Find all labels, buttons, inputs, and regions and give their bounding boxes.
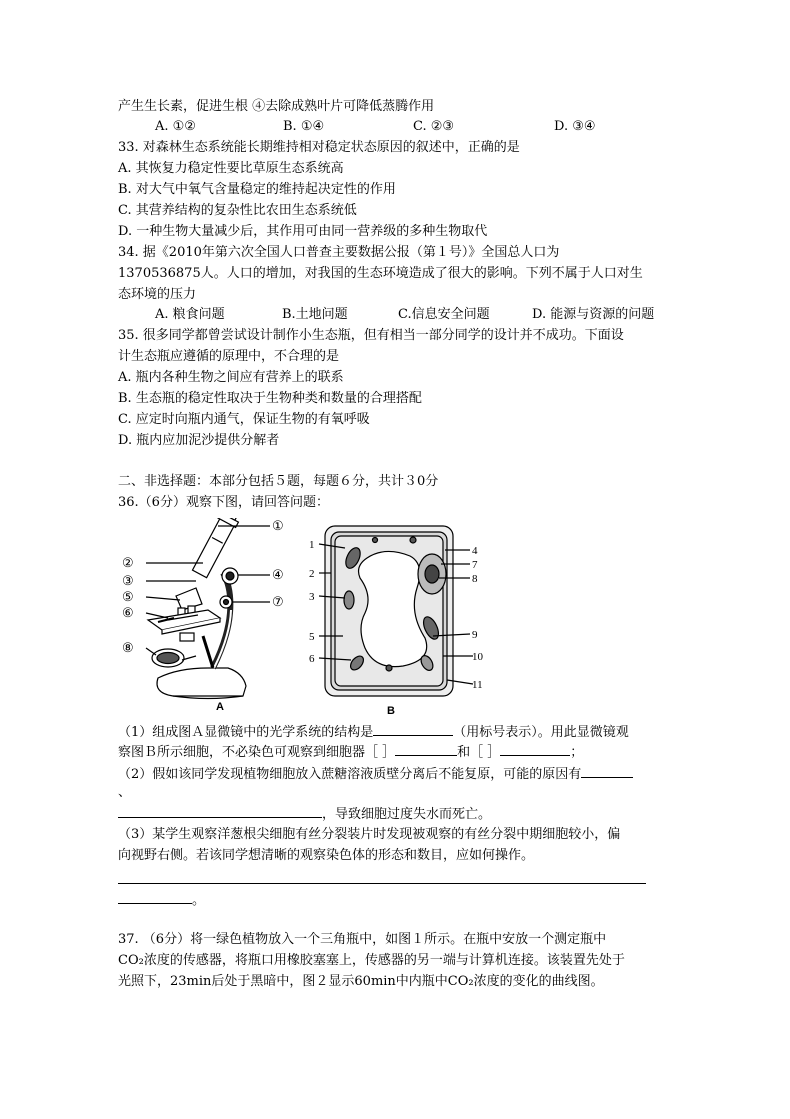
q34-option-a[interactable]: A. 粮食问题 [155, 307, 225, 322]
q34-option-c[interactable]: C.信息安全问题 [398, 307, 490, 322]
cell-label-5: 5 [309, 631, 315, 643]
q36-part1-text-b: （用标号表示）。用此显微镜观 [453, 725, 629, 740]
micro-label-4: ④ [272, 567, 284, 582]
q32-option-b[interactable]: B. ①④ [283, 119, 325, 134]
cell-label-6: 6 [309, 653, 315, 665]
q35-option-b[interactable]: B. 生态瓶的稳定性取决于生物种类和数量的合理搭配 [118, 391, 422, 406]
cell-label-3: 3 [309, 591, 315, 603]
section-2-heading: 二、非选择题：本部分包括５题，每题６分，共计３0分 [118, 474, 439, 489]
q34-option-b[interactable]: B.土地问题 [282, 307, 348, 322]
q36-part3-line1: （3）某学生观察洋葱根尖细胞有丝分裂装片时发现被观察的有丝分裂中期细胞较小，偏 [118, 827, 621, 842]
q36-part3-end: 。 [192, 893, 206, 908]
q36-part1-text-d: 和［ ］ [457, 745, 501, 760]
cell-label-1: 1 [309, 539, 315, 551]
q36-blank-4[interactable] [581, 764, 633, 778]
cell-label-10: 10 [472, 651, 483, 663]
q35-stem-2: 计生态瓶应遵循的原理中，不合理的是 [118, 349, 340, 364]
q36-blank-6[interactable] [118, 870, 646, 884]
figure-a-label: A [216, 701, 224, 713]
q36-blank-2[interactable] [395, 742, 457, 756]
q36-blank-3[interactable] [500, 742, 570, 756]
figure-b-label: B [387, 705, 395, 717]
q33-stem: 33. 对森林生态系统能长期维持相对稳定状态原因的叙述中，正确的是 [118, 140, 520, 155]
q36-part1-line1 [118, 722, 629, 742]
q36-part2-text-c: ，导致细胞过度失水而死亡。 [322, 807, 492, 822]
cell-label-4: 4 [472, 545, 478, 557]
q36-part2-line3 [118, 804, 491, 824]
q36-blank-7[interactable] [118, 890, 192, 904]
q37-stem-2: CO₂浓度的传感器，将瓶口用橡胶塞塞上，传感器的另一端与计算机连接。该装置先处于 [118, 953, 625, 968]
q36-stem: 36.（6分）观察下图，请回答问题： [118, 495, 329, 510]
q32-tail-line: 产生生长素，促进生根 ④去除成熟叶片可降低蒸腾作用 [118, 99, 435, 114]
micro-label-3: ③ [122, 573, 134, 588]
q34-stem-3: 态环境的压力 [118, 287, 197, 302]
q36-blank-1[interactable] [373, 722, 453, 736]
q37-stem-1: 37. （6分）将一绿色植物放入一个三角瓶中，如图１所示。在瓶中安放一个测定瓶中 [118, 932, 607, 947]
micro-label-7: ⑦ [272, 594, 284, 609]
q34-stem-1: 34. 据《2010年第六次全国人口普查主要数据公报（第１号）》全国总人口为 [118, 245, 560, 260]
q36-part3-line3 [118, 870, 646, 890]
q33-option-c[interactable]: C. 其营养结构的复杂性比农田生态系统低 [118, 203, 357, 218]
q36-blank-5[interactable] [118, 804, 322, 818]
microscope-figure [118, 518, 293, 713]
plant-cell-figure [305, 518, 490, 718]
micro-label-6: ⑥ [122, 605, 134, 620]
q34-option-d[interactable]: D. 能源与资源的问题 [532, 307, 655, 322]
q34-stem-2: 1370536875人。人口的增加，对我国的生态环境造成了很大的影响。下列不属于人口对生 [118, 266, 643, 281]
cell-label-11: 11 [472, 679, 483, 691]
q36-part1-text-e: ； [570, 745, 584, 760]
q37-stem-3: 光照下，23min后处于黑暗中，图２显示60min中内瓶中CO₂浓度的变化的曲线图。 [118, 974, 604, 989]
q33-option-a[interactable]: A. 其恢复力稳定性要比草原生态系统高 [118, 161, 344, 176]
q35-option-a[interactable]: A. 瓶内各种生物之间应有营养上的联系 [118, 370, 344, 385]
q36-part2-line2: 、 [118, 785, 132, 800]
q36-part2-line1 [118, 764, 633, 784]
micro-label-1: ① [272, 518, 284, 533]
q36-part3-line4 [118, 890, 205, 910]
q35-option-d[interactable]: D. 瓶内应加泥沙提供分解者 [118, 433, 280, 448]
q36-part3-line2: 向视野右侧。若该同学想清晰的观察染色体的形态和数目，应如何操作。 [118, 848, 535, 863]
q35-option-c[interactable]: C. 应定时向瓶内通气，保证生物的有氧呼吸 [118, 412, 370, 427]
q36-part2-text-a: （2）假如该同学发现植物细胞放入蔗糖溶液质壁分离后不能复原，可能的原因有 [118, 767, 582, 782]
q33-option-b[interactable]: B. 对大气中氧气含量稳定的维持起决定性的作用 [118, 182, 396, 197]
q32-option-d[interactable]: D. ③④ [554, 119, 596, 134]
q32-option-c[interactable]: C. ②③ [413, 119, 455, 134]
q33-option-d[interactable]: D. 一种生物大量减少后，其作用可由同一营养级的多种生物取代 [118, 224, 488, 239]
q36-part1-text-a: （1）组成图Ａ显微镜中的光学系统的结构是 [118, 725, 374, 740]
cell-label-2: 2 [309, 568, 315, 580]
q32-option-a[interactable]: A. ①② [155, 119, 196, 134]
cell-label-8: 8 [472, 573, 478, 585]
q35-stem-1: 35. 很多同学都曾尝试设计制作小生态瓶，但有相当一部分同学的设计并不成功。下面设 [118, 328, 624, 343]
q36-part1-text-c: 察图Ｂ所示细胞，不必染色可观察到细胞器［ ］ [118, 745, 396, 760]
micro-label-2: ② [122, 555, 134, 570]
q36-part1-line2 [118, 742, 583, 762]
cell-label-7: 7 [472, 559, 478, 571]
micro-label-8: ⑧ [122, 640, 134, 655]
cell-label-9: 9 [472, 629, 478, 641]
micro-label-5: ⑤ [122, 589, 134, 604]
